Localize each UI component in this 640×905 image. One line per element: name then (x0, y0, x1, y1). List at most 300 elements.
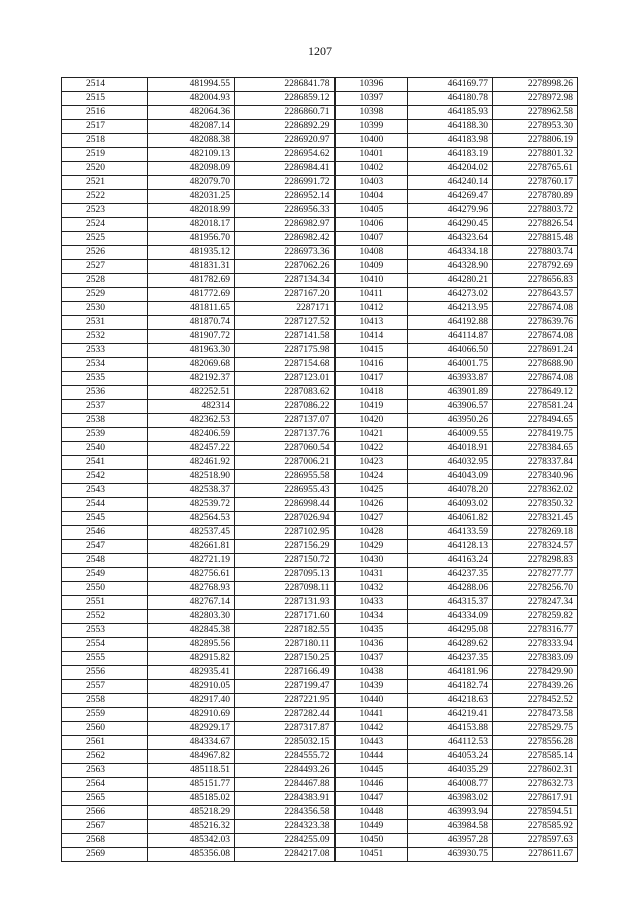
x-coordinate-left-cell: 482192.37 (148, 372, 235, 386)
point-id-left-cell: 2524 (62, 218, 148, 232)
point-id-left-cell: 2530 (62, 302, 148, 316)
point-id-right-cell: 10422 (335, 442, 408, 456)
x-coordinate-right-cell: 464334.18 (408, 246, 493, 260)
y-coordinate-left-cell: 2287171.60 (235, 610, 335, 624)
x-coordinate-right-cell: 464035.29 (408, 764, 493, 778)
table-row (62, 386, 578, 400)
y-coordinate-left-cell: 2284217.08 (235, 848, 335, 862)
x-coordinate-left-cell: 482538.37 (148, 484, 235, 498)
y-coordinate-right-cell: 2278581.24 (493, 400, 578, 414)
x-coordinate-right-cell: 464128.13 (408, 540, 493, 554)
y-coordinate-left-cell: 2287150.72 (235, 554, 335, 568)
point-id-right-cell: 10445 (335, 764, 408, 778)
x-coordinate-left-cell: 481963.30 (148, 344, 235, 358)
table-row (62, 764, 578, 778)
table-row (62, 652, 578, 666)
point-id-left-cell: 2547 (62, 540, 148, 554)
point-id-left-cell: 2529 (62, 288, 148, 302)
point-id-left-cell: 2557 (62, 680, 148, 694)
point-id-left-cell: 2535 (62, 372, 148, 386)
x-coordinate-right-cell: 464218.63 (408, 694, 493, 708)
y-coordinate-left-cell: 2287083.62 (235, 386, 335, 400)
point-id-right-cell: 10441 (335, 708, 408, 722)
point-id-right-cell: 10401 (335, 148, 408, 162)
table-row (62, 92, 578, 106)
point-id-left-cell: 2536 (62, 386, 148, 400)
point-id-right-cell: 10409 (335, 260, 408, 274)
point-id-left-cell: 2549 (62, 568, 148, 582)
table-row (62, 288, 578, 302)
y-coordinate-left-cell: 2287123.01 (235, 372, 335, 386)
y-coordinate-left-cell: 2287062.26 (235, 260, 335, 274)
point-id-left-cell: 2561 (62, 736, 148, 750)
x-coordinate-right-cell: 464169.77 (408, 78, 493, 92)
y-coordinate-left-cell: 2287317.87 (235, 722, 335, 736)
x-coordinate-left-cell: 482064.36 (148, 106, 235, 120)
point-id-left-cell: 2564 (62, 778, 148, 792)
y-coordinate-right-cell: 2278597.63 (493, 834, 578, 848)
point-id-right-cell: 10431 (335, 568, 408, 582)
point-id-left-cell: 2539 (62, 428, 148, 442)
x-coordinate-right-cell: 464114.87 (408, 330, 493, 344)
point-id-right-cell: 10419 (335, 400, 408, 414)
point-id-right-cell: 10449 (335, 820, 408, 834)
x-coordinate-right-cell: 464180.78 (408, 92, 493, 106)
y-coordinate-right-cell: 2278316.77 (493, 624, 578, 638)
table-row (62, 722, 578, 736)
table-row (62, 526, 578, 540)
table-row (62, 330, 578, 344)
x-coordinate-left-cell: 481831.31 (148, 260, 235, 274)
point-id-left-cell: 2569 (62, 848, 148, 862)
x-coordinate-left-cell: 482915.82 (148, 652, 235, 666)
y-coordinate-right-cell: 2278337.84 (493, 456, 578, 470)
y-coordinate-right-cell: 2278585.14 (493, 750, 578, 764)
point-id-right-cell: 10437 (335, 652, 408, 666)
point-id-right-cell: 10430 (335, 554, 408, 568)
y-coordinate-right-cell: 2278760.17 (493, 176, 578, 190)
y-coordinate-left-cell: 2286955.43 (235, 484, 335, 498)
table-row (62, 106, 578, 120)
y-coordinate-right-cell: 2278452.52 (493, 694, 578, 708)
table-row (62, 582, 578, 596)
point-id-left-cell: 2558 (62, 694, 148, 708)
x-coordinate-left-cell: 482910.05 (148, 680, 235, 694)
point-id-right-cell: 10407 (335, 232, 408, 246)
table-row (62, 134, 578, 148)
y-coordinate-left-cell: 2284555.72 (235, 750, 335, 764)
point-id-right-cell: 10432 (335, 582, 408, 596)
y-coordinate-right-cell: 2278247.34 (493, 596, 578, 610)
x-coordinate-right-cell: 464066.50 (408, 344, 493, 358)
point-id-left-cell: 2523 (62, 204, 148, 218)
x-coordinate-left-cell: 482098.09 (148, 162, 235, 176)
point-id-right-cell: 10404 (335, 190, 408, 204)
point-id-right-cell: 10398 (335, 106, 408, 120)
point-id-left-cell: 2527 (62, 260, 148, 274)
point-id-left-cell: 2563 (62, 764, 148, 778)
x-coordinate-right-cell: 464078.20 (408, 484, 493, 498)
y-coordinate-left-cell: 2287166.49 (235, 666, 335, 680)
point-id-left-cell: 2518 (62, 134, 148, 148)
y-coordinate-right-cell: 2278383.09 (493, 652, 578, 666)
point-id-right-cell: 10400 (335, 134, 408, 148)
y-coordinate-right-cell: 2278617.91 (493, 792, 578, 806)
y-coordinate-right-cell: 2278803.72 (493, 204, 578, 218)
point-id-right-cell: 10443 (335, 736, 408, 750)
x-coordinate-left-cell: 485185.02 (148, 792, 235, 806)
x-coordinate-right-cell: 464219.41 (408, 708, 493, 722)
x-coordinate-left-cell: 481956.70 (148, 232, 235, 246)
x-coordinate-right-cell: 464183.19 (408, 148, 493, 162)
table-row (62, 400, 578, 414)
y-coordinate-right-cell: 2278632.73 (493, 778, 578, 792)
x-coordinate-left-cell: 482406.59 (148, 428, 235, 442)
y-coordinate-left-cell: 2287060.54 (235, 442, 335, 456)
y-coordinate-left-cell: 2287137.07 (235, 414, 335, 428)
table-row (62, 596, 578, 610)
y-coordinate-right-cell: 2278321.45 (493, 512, 578, 526)
x-coordinate-left-cell: 482768.93 (148, 582, 235, 596)
x-coordinate-left-cell: 482018.99 (148, 204, 235, 218)
x-coordinate-left-cell: 484967.82 (148, 750, 235, 764)
y-coordinate-left-cell: 2284467.88 (235, 778, 335, 792)
x-coordinate-right-cell: 463906.57 (408, 400, 493, 414)
y-coordinate-right-cell: 2278277.77 (493, 568, 578, 582)
point-id-right-cell: 10397 (335, 92, 408, 106)
y-coordinate-left-cell: 2286841.78 (235, 78, 335, 92)
point-id-left-cell: 2556 (62, 666, 148, 680)
x-coordinate-left-cell: 481870.74 (148, 316, 235, 330)
x-coordinate-right-cell: 464093.02 (408, 498, 493, 512)
y-coordinate-left-cell: 2287026.94 (235, 512, 335, 526)
y-coordinate-right-cell: 2278429.90 (493, 666, 578, 680)
point-id-right-cell: 10396 (335, 78, 408, 92)
x-coordinate-left-cell: 482756.61 (148, 568, 235, 582)
point-id-right-cell: 10405 (335, 204, 408, 218)
y-coordinate-left-cell: 2286982.42 (235, 232, 335, 246)
table-row (62, 302, 578, 316)
point-id-right-cell: 10444 (335, 750, 408, 764)
x-coordinate-left-cell: 485118.51 (148, 764, 235, 778)
y-coordinate-right-cell: 2278801.32 (493, 148, 578, 162)
y-coordinate-right-cell: 2278529.75 (493, 722, 578, 736)
y-coordinate-left-cell: 2287156.29 (235, 540, 335, 554)
point-id-left-cell: 2528 (62, 274, 148, 288)
table-row (62, 498, 578, 512)
point-id-right-cell: 10413 (335, 316, 408, 330)
y-coordinate-left-cell: 2286892.29 (235, 120, 335, 134)
table-row (62, 610, 578, 624)
x-coordinate-left-cell: 482895.56 (148, 638, 235, 652)
point-id-right-cell: 10424 (335, 470, 408, 484)
table-row (62, 176, 578, 190)
y-coordinate-right-cell: 2278298.83 (493, 554, 578, 568)
point-id-right-cell: 10435 (335, 624, 408, 638)
point-id-right-cell: 10399 (335, 120, 408, 134)
point-id-right-cell: 10446 (335, 778, 408, 792)
table-row (62, 204, 578, 218)
table-row (62, 260, 578, 274)
y-coordinate-left-cell: 2286956.33 (235, 204, 335, 218)
point-id-left-cell: 2532 (62, 330, 148, 344)
point-id-left-cell: 2515 (62, 92, 148, 106)
x-coordinate-right-cell: 464163.24 (408, 554, 493, 568)
x-coordinate-right-cell: 464323.64 (408, 232, 493, 246)
table-row (62, 470, 578, 484)
y-coordinate-right-cell: 2278649.12 (493, 386, 578, 400)
table-row (62, 680, 578, 694)
x-coordinate-right-cell: 464043.09 (408, 470, 493, 484)
table-row (62, 344, 578, 358)
y-coordinate-right-cell: 2278602.31 (493, 764, 578, 778)
y-coordinate-left-cell: 2285032.15 (235, 736, 335, 750)
x-coordinate-left-cell: 485151.77 (148, 778, 235, 792)
y-coordinate-right-cell: 2278362.02 (493, 484, 578, 498)
table-row (62, 708, 578, 722)
y-coordinate-left-cell: 2286859.12 (235, 92, 335, 106)
y-coordinate-right-cell: 2278815.48 (493, 232, 578, 246)
x-coordinate-right-cell: 463933.87 (408, 372, 493, 386)
x-coordinate-left-cell: 482314 (148, 400, 235, 414)
x-coordinate-left-cell: 482917.40 (148, 694, 235, 708)
point-id-right-cell: 10436 (335, 638, 408, 652)
x-coordinate-left-cell: 482929.17 (148, 722, 235, 736)
x-coordinate-right-cell: 464112.53 (408, 736, 493, 750)
point-id-right-cell: 10420 (335, 414, 408, 428)
y-coordinate-left-cell: 2286920.97 (235, 134, 335, 148)
y-coordinate-right-cell: 2278792.69 (493, 260, 578, 274)
x-coordinate-left-cell: 485342.03 (148, 834, 235, 848)
table-row (62, 750, 578, 764)
y-coordinate-left-cell: 2287199.47 (235, 680, 335, 694)
y-coordinate-right-cell: 2278639.76 (493, 316, 578, 330)
x-coordinate-right-cell: 463901.89 (408, 386, 493, 400)
y-coordinate-right-cell: 2278439.26 (493, 680, 578, 694)
point-id-left-cell: 2550 (62, 582, 148, 596)
y-coordinate-right-cell: 2278556.28 (493, 736, 578, 750)
x-coordinate-right-cell: 464240.14 (408, 176, 493, 190)
y-coordinate-right-cell: 2278384.65 (493, 442, 578, 456)
y-coordinate-left-cell: 2287137.76 (235, 428, 335, 442)
x-coordinate-right-cell: 464237.35 (408, 568, 493, 582)
point-id-right-cell: 10438 (335, 666, 408, 680)
y-coordinate-right-cell: 2278643.57 (493, 288, 578, 302)
x-coordinate-right-cell: 464213.95 (408, 302, 493, 316)
x-coordinate-right-cell: 464204.02 (408, 162, 493, 176)
point-id-left-cell: 2553 (62, 624, 148, 638)
x-coordinate-left-cell: 482031.25 (148, 190, 235, 204)
point-id-right-cell: 10450 (335, 834, 408, 848)
y-coordinate-right-cell: 2278962.58 (493, 106, 578, 120)
table-row (62, 218, 578, 232)
point-id-right-cell: 10429 (335, 540, 408, 554)
point-id-left-cell: 2542 (62, 470, 148, 484)
point-id-right-cell: 10447 (335, 792, 408, 806)
point-id-right-cell: 10448 (335, 806, 408, 820)
y-coordinate-left-cell: 2287171 (235, 302, 335, 316)
point-id-right-cell: 10451 (335, 848, 408, 862)
point-id-left-cell: 2544 (62, 498, 148, 512)
y-coordinate-left-cell: 2287131.93 (235, 596, 335, 610)
point-id-left-cell: 2543 (62, 484, 148, 498)
x-coordinate-left-cell: 482018.17 (148, 218, 235, 232)
y-coordinate-right-cell: 2278826.54 (493, 218, 578, 232)
table-row (62, 232, 578, 246)
point-id-left-cell: 2520 (62, 162, 148, 176)
x-coordinate-right-cell: 464192.88 (408, 316, 493, 330)
point-id-right-cell: 10421 (335, 428, 408, 442)
table-row (62, 442, 578, 456)
x-coordinate-left-cell: 482461.92 (148, 456, 235, 470)
y-coordinate-left-cell: 2284323.38 (235, 820, 335, 834)
point-id-left-cell: 2555 (62, 652, 148, 666)
x-coordinate-left-cell: 482537.45 (148, 526, 235, 540)
table-row (62, 568, 578, 582)
table-row (62, 428, 578, 442)
table-row (62, 120, 578, 134)
y-coordinate-left-cell: 2287221.95 (235, 694, 335, 708)
table-row (62, 666, 578, 680)
table-row (62, 358, 578, 372)
x-coordinate-right-cell: 464009.55 (408, 428, 493, 442)
point-id-left-cell: 2546 (62, 526, 148, 540)
table-row (62, 554, 578, 568)
y-coordinate-left-cell: 2287282.44 (235, 708, 335, 722)
point-id-right-cell: 10410 (335, 274, 408, 288)
point-id-right-cell: 10439 (335, 680, 408, 694)
x-coordinate-left-cell: 482767.14 (148, 596, 235, 610)
point-id-left-cell: 2548 (62, 554, 148, 568)
point-id-left-cell: 2521 (62, 176, 148, 190)
point-id-left-cell: 2568 (62, 834, 148, 848)
y-coordinate-left-cell: 2284383.91 (235, 792, 335, 806)
x-coordinate-left-cell: 485216.32 (148, 820, 235, 834)
point-id-right-cell: 10433 (335, 596, 408, 610)
x-coordinate-right-cell: 464288.06 (408, 582, 493, 596)
point-id-left-cell: 2540 (62, 442, 148, 456)
point-id-right-cell: 10423 (335, 456, 408, 470)
x-coordinate-left-cell: 482910.69 (148, 708, 235, 722)
table-row (62, 372, 578, 386)
y-coordinate-right-cell: 2278256.70 (493, 582, 578, 596)
x-coordinate-right-cell: 464295.08 (408, 624, 493, 638)
point-id-left-cell: 2522 (62, 190, 148, 204)
table-row (62, 792, 578, 806)
x-coordinate-left-cell: 482518.90 (148, 470, 235, 484)
table-row (62, 806, 578, 820)
point-id-left-cell: 2554 (62, 638, 148, 652)
x-coordinate-left-cell: 481811.65 (148, 302, 235, 316)
x-coordinate-left-cell: 482661.81 (148, 540, 235, 554)
point-id-right-cell: 10406 (335, 218, 408, 232)
x-coordinate-right-cell: 464279.96 (408, 204, 493, 218)
y-coordinate-left-cell: 2287167.20 (235, 288, 335, 302)
y-coordinate-right-cell: 2278674.08 (493, 372, 578, 386)
x-coordinate-left-cell: 482088.38 (148, 134, 235, 148)
y-coordinate-right-cell: 2278674.08 (493, 330, 578, 344)
point-id-right-cell: 10426 (335, 498, 408, 512)
table-row (62, 414, 578, 428)
point-id-left-cell: 2533 (62, 344, 148, 358)
y-coordinate-right-cell: 2278780.89 (493, 190, 578, 204)
point-id-right-cell: 10411 (335, 288, 408, 302)
x-coordinate-left-cell: 482109.13 (148, 148, 235, 162)
x-coordinate-right-cell: 464334.09 (408, 610, 493, 624)
x-coordinate-left-cell: 481782.69 (148, 274, 235, 288)
page-number: 1207 (308, 44, 332, 58)
x-coordinate-right-cell: 464018.91 (408, 442, 493, 456)
y-coordinate-left-cell: 2287141.58 (235, 330, 335, 344)
point-id-right-cell: 10415 (335, 344, 408, 358)
point-id-left-cell: 2567 (62, 820, 148, 834)
point-id-right-cell: 10442 (335, 722, 408, 736)
y-coordinate-right-cell: 2278691.24 (493, 344, 578, 358)
point-id-left-cell: 2545 (62, 512, 148, 526)
y-coordinate-right-cell: 2278324.57 (493, 540, 578, 554)
table-row (62, 456, 578, 470)
y-coordinate-left-cell: 2284255.09 (235, 834, 335, 848)
y-coordinate-left-cell: 2286982.97 (235, 218, 335, 232)
x-coordinate-left-cell: 482935.41 (148, 666, 235, 680)
y-coordinate-left-cell: 2286952.14 (235, 190, 335, 204)
y-coordinate-right-cell: 2278585.92 (493, 820, 578, 834)
table-row (62, 736, 578, 750)
table-row (62, 694, 578, 708)
point-id-right-cell: 10434 (335, 610, 408, 624)
table-row (62, 820, 578, 834)
y-coordinate-right-cell: 2278340.96 (493, 470, 578, 484)
x-coordinate-left-cell: 485356.08 (148, 848, 235, 862)
y-coordinate-left-cell: 2284356.58 (235, 806, 335, 820)
table-row (62, 778, 578, 792)
x-coordinate-right-cell: 464181.96 (408, 666, 493, 680)
point-id-left-cell: 2566 (62, 806, 148, 820)
y-coordinate-left-cell: 2284493.26 (235, 764, 335, 778)
coordinates-table (61, 77, 578, 862)
x-coordinate-right-cell: 464315.37 (408, 596, 493, 610)
y-coordinate-right-cell: 2278998.26 (493, 78, 578, 92)
y-coordinate-left-cell: 2287095.13 (235, 568, 335, 582)
x-coordinate-right-cell: 464290.45 (408, 218, 493, 232)
table-row (62, 274, 578, 288)
point-id-left-cell: 2526 (62, 246, 148, 260)
y-coordinate-right-cell: 2278494.65 (493, 414, 578, 428)
x-coordinate-right-cell: 464328.90 (408, 260, 493, 274)
point-id-left-cell: 2551 (62, 596, 148, 610)
x-coordinate-left-cell: 482087.14 (148, 120, 235, 134)
y-coordinate-left-cell: 2287127.52 (235, 316, 335, 330)
x-coordinate-left-cell: 482564.53 (148, 512, 235, 526)
table-row (62, 190, 578, 204)
y-coordinate-left-cell: 2286973.36 (235, 246, 335, 260)
x-coordinate-left-cell: 482069.68 (148, 358, 235, 372)
x-coordinate-right-cell: 463930.75 (408, 848, 493, 862)
x-coordinate-left-cell: 481994.55 (148, 78, 235, 92)
x-coordinate-right-cell: 463957.28 (408, 834, 493, 848)
y-coordinate-left-cell: 2287150.25 (235, 652, 335, 666)
table-row (62, 540, 578, 554)
y-coordinate-right-cell: 2278419.75 (493, 428, 578, 442)
x-coordinate-right-cell: 463950.26 (408, 414, 493, 428)
x-coordinate-right-cell: 464032.95 (408, 456, 493, 470)
table-row (62, 834, 578, 848)
x-coordinate-left-cell: 482079.70 (148, 176, 235, 190)
x-coordinate-left-cell: 482004.93 (148, 92, 235, 106)
point-id-left-cell: 2560 (62, 722, 148, 736)
x-coordinate-left-cell: 481907.72 (148, 330, 235, 344)
point-id-right-cell: 10417 (335, 372, 408, 386)
